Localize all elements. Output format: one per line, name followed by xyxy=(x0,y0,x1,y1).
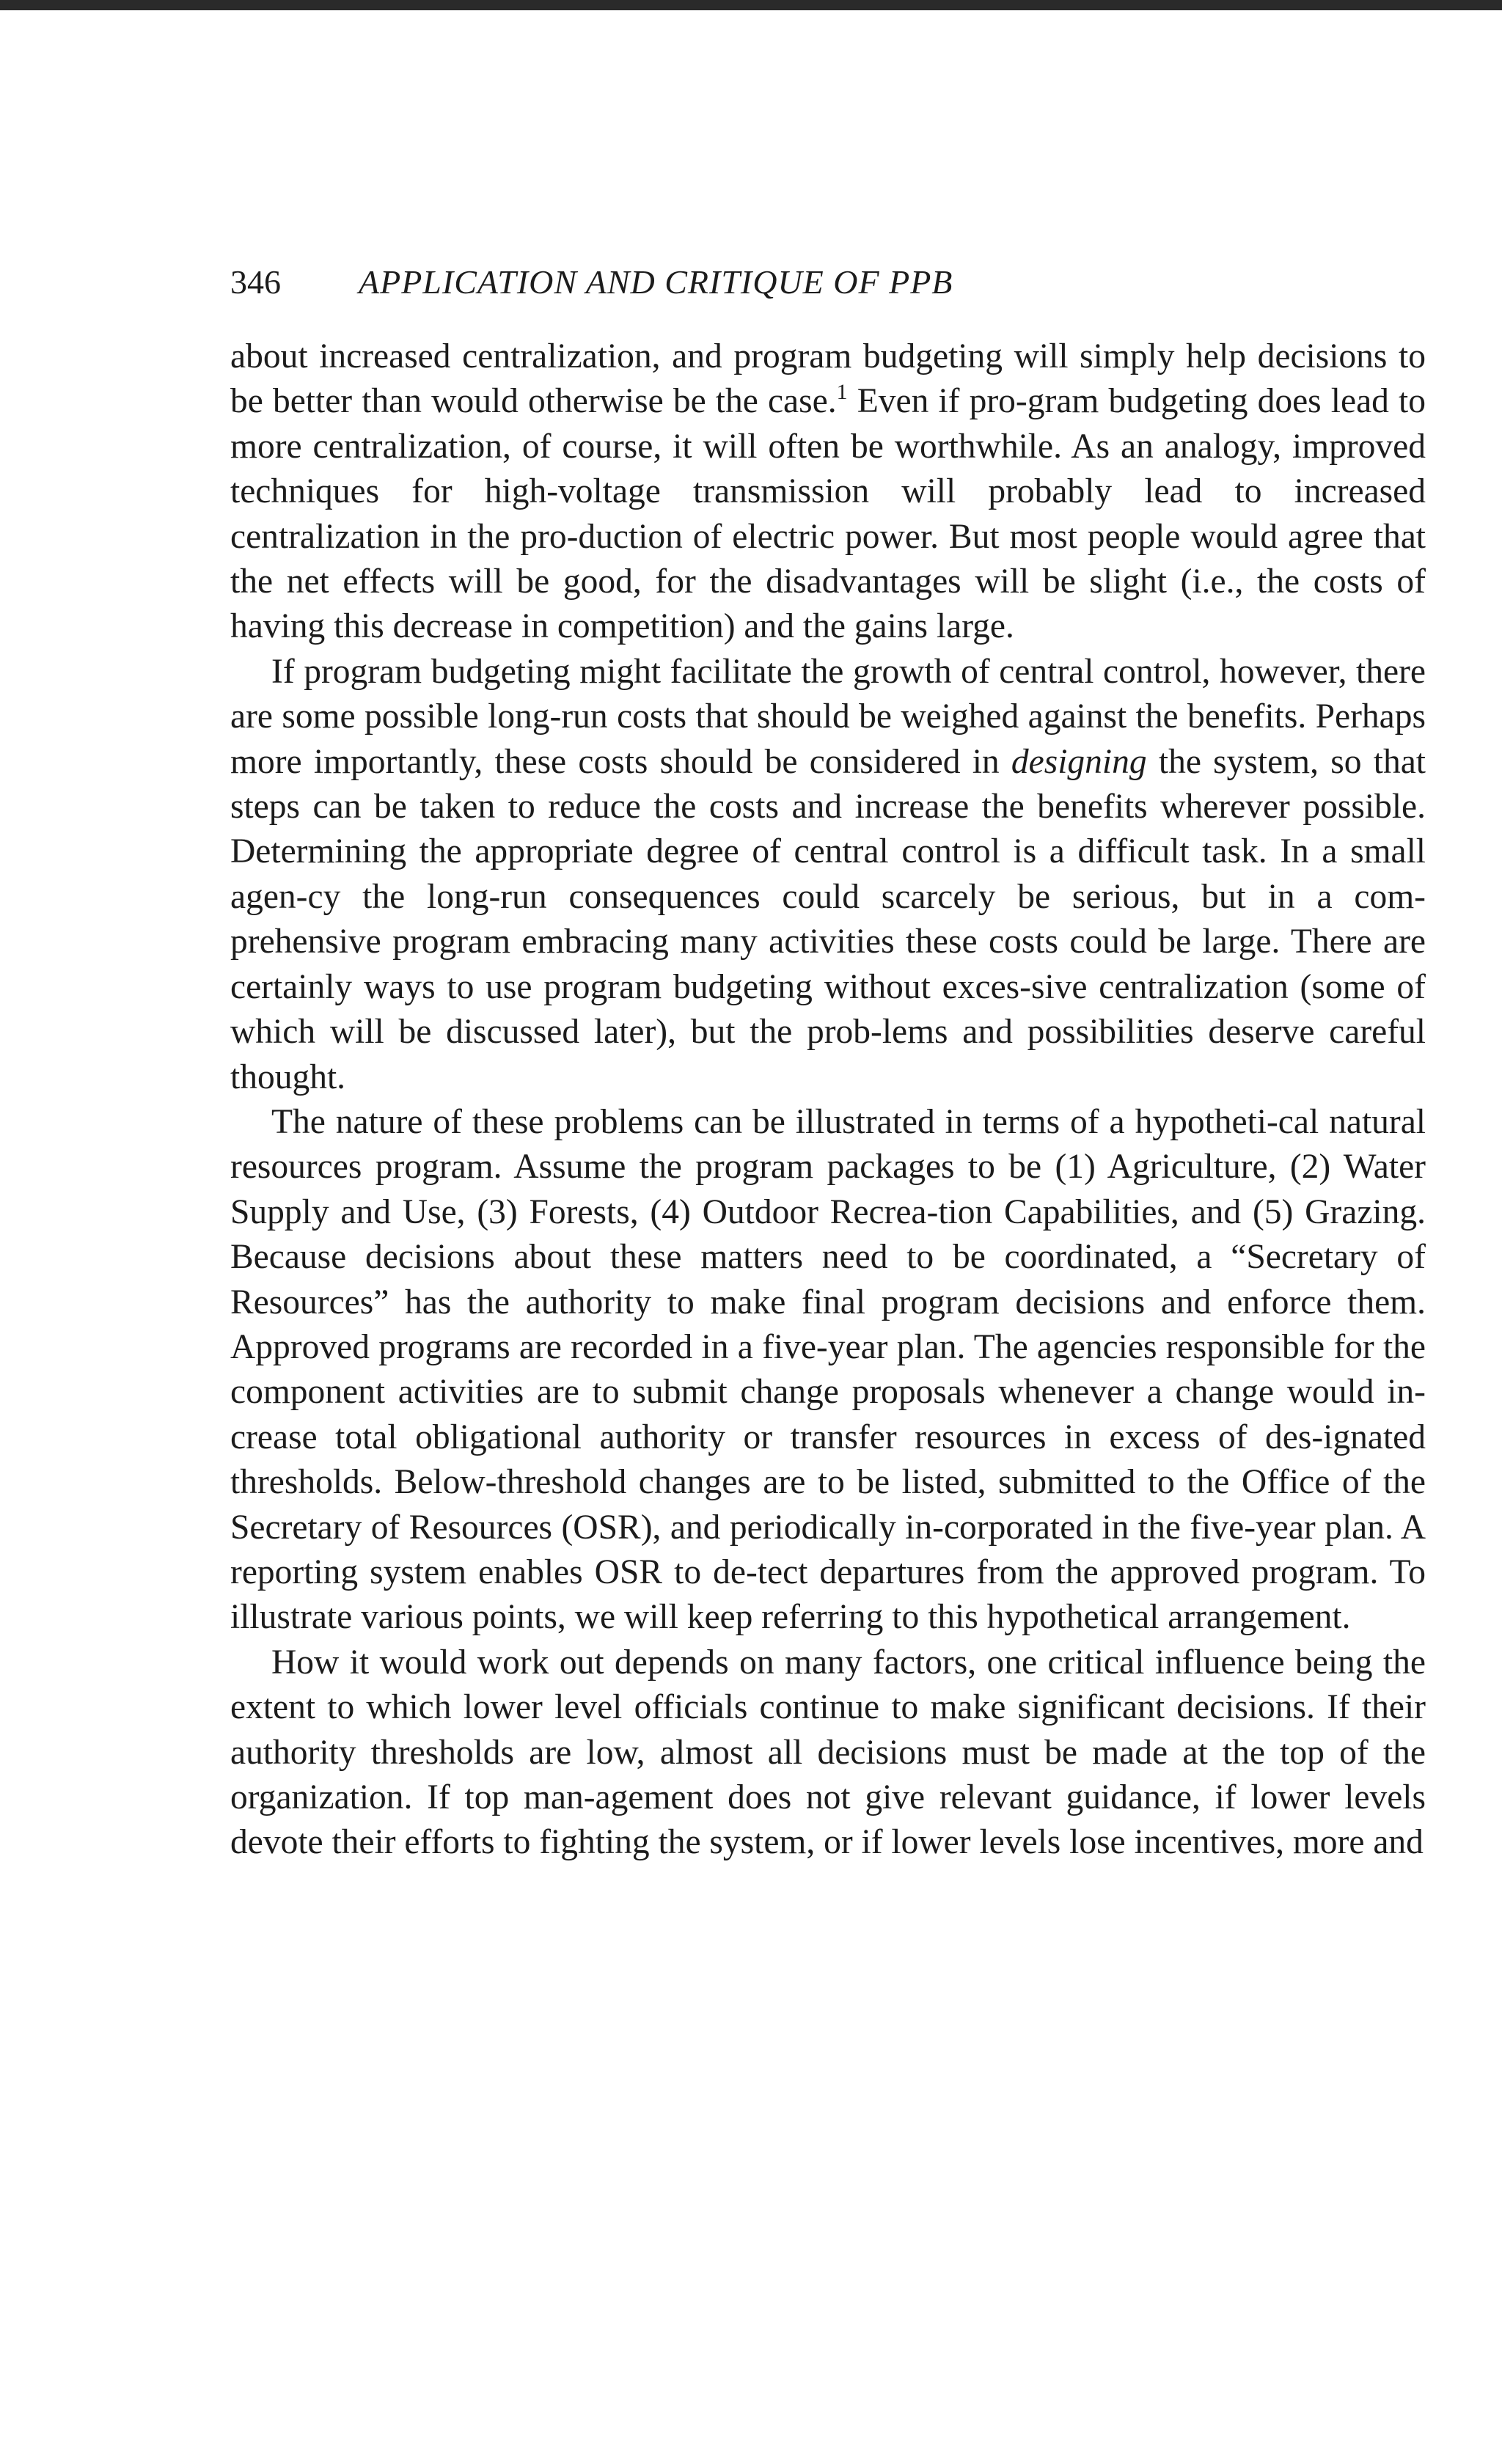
paragraph-1 xyxy=(230,334,1426,650)
top-rule xyxy=(0,0,1502,10)
paragraph-2-text-b: the system, so that steps can be taken to reduce the costs and increase the benefits wherever possible. Determining the appropriate degree of central control is a difficult task. In a small agen-cy the long-run consequences could scarcely be serious, but in a com-prehensive program embracing many activities these costs could be large. There are certainly ways to use program budgeting without exces-sive centralization (some of which will be discussed later), but the prob-lems and possibilities deserve careful thought. xyxy=(230,742,1426,1096)
emphasized-word: designing xyxy=(1011,742,1147,781)
body-text xyxy=(230,334,1426,1866)
paragraph-1-text-a: about increased centralization, and program budgeting will simply help decisions to be better than would otherwise be the case. xyxy=(230,337,1426,421)
paragraph-2 xyxy=(230,650,1426,1100)
paragraph-2-text-a: If program budgeting might facilitate the growth of central control, however, there are some possible long-run costs that should be weighed against the benefits. Perhaps more importantly, these costs should be considered in xyxy=(230,652,1426,781)
running-head xyxy=(230,249,1426,315)
page xyxy=(230,249,1426,1866)
footnote-marker: 1 xyxy=(836,380,848,405)
page-number: 346 xyxy=(230,263,281,301)
paragraph-4: How it would work out depends on many factors, one critical influence being the extent to which lower level officials continue to make significant decisions. If their authority thresholds are low, almost all decisions must be made at the top of the organization. If top man-agement does not give relevant guidance, if lower levels devote their efforts to fighting the system, or if lower levels lose incentives, more and xyxy=(230,1643,1426,1862)
running-title: APPLICATION AND CRITIQUE OF PPB xyxy=(359,263,953,301)
paragraph-3: The nature of these problems can be illustrated in terms of a hypotheti-cal natural resources program. Assume the program packages to be (1) Agriculture, (2) Water Supply and Use, (3) Forests, (4) Outdoor Recrea-tion Capabilities, and (5) Grazing. Because decisions about these matters need to be coordinated, a “Secretary of Resources” has the authority to make final program decisions and enforce them. Approved programs are recorded in a five-year plan. The agencies responsible for the component activities are to submit change proposals whenever a change would in-crease total obligational authority or transfer resources in excess of des-ignated thresholds. Below-threshold changes are to be listed, submitted to the Office of the Secretary of Resources (OSR), and periodically in-corporated in the five-year plan. A reporting system enables OSR to de-tect departures from the approved program. To illustrate various points, we will keep referring to this hypothetical arrangement. xyxy=(230,1102,1426,1637)
paragraph-1-text-b: Even if pro-gram budgeting does lead to more centralization, of course, it will often be worthwhile. As an analogy, improved techniques for high-voltage transmission will probably lead to increased centralization in the pro-duction of electric power. But most people would agree that the net effects will be good, for the disadvantages will be slight (i.e., the costs of having this decrease in competition) and the gains large. xyxy=(230,382,1426,646)
